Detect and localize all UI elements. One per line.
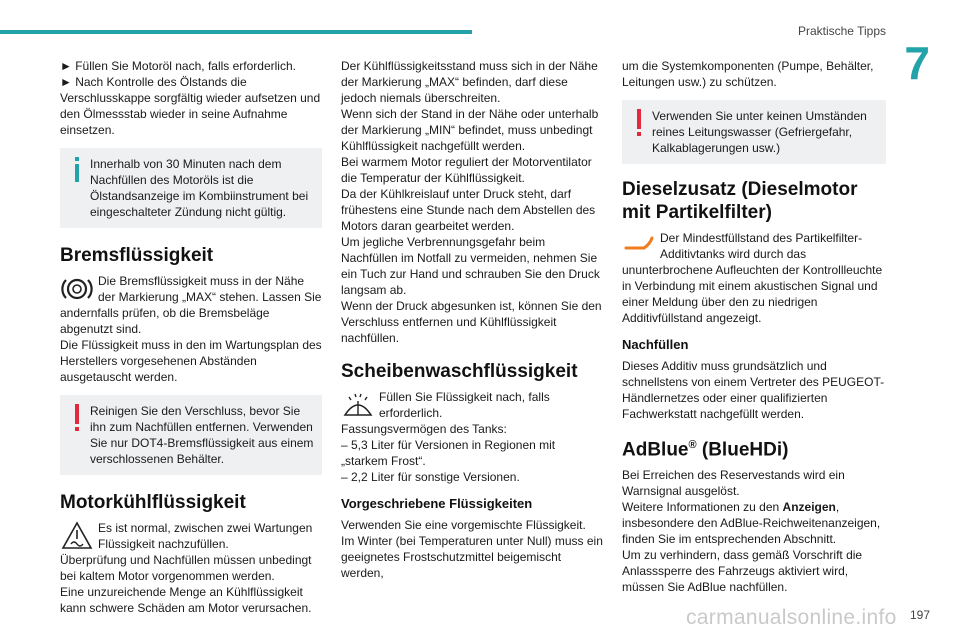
warning-box-text: Reinigen Sie den Verschluss, bevor Sie ihn zum Nachfüllen entfernen. Verwenden Sie nur DOT4-Bremsflüssigkeit aus einem verschlossenen Behälter. xyxy=(90,404,314,466)
adblue-text-2-end: , insbesondere den AdBlue-Reichweitenanzeigen, finden Sie im entsprechenden Abschnitt. xyxy=(622,500,881,547)
coolant-paragraph xyxy=(60,520,322,552)
warning-box-text-2: Verwenden Sie unter keinen Umständen reines Leitungswasser (Gefriergefahr, Kalkablagerungen usw.) xyxy=(652,109,867,155)
oil-refill-steps: ► Füllen Sie Motoröl nach, falls erforderlich. ► Nach Kontrolle des Ölstands die Verschlusskappe sorgfältig wieder aufsetzen und den Ölmessstab wieder in seine Aufnahme einsetzen. xyxy=(60,59,321,137)
adblue-text-1: Bei Erreichen des Reservestands wird ein Warnsignal ausgelöst. xyxy=(622,468,845,499)
heading-washer-fluid: Scheibenwaschflüssigkeit xyxy=(341,361,578,382)
page-number: 197 xyxy=(909,608,930,622)
info-box-text: Innerhalb von 30 Minuten nach dem Nachfüllen des Motoröls ist die Ölstandsanzeige im Kombiinstrument bei eingeschalteter Zündung nicht gültig. xyxy=(90,157,309,219)
coolant-level-text: Der Kühlflüssigkeitsstand muss sich in der Nähe der Markierung „MAX“ befinden, darf diese jedoch niemals überschreiten. Wenn sich der Stand in der Nähe oder unterhalb der Markierung „MIN“ befindet, muss unbedingt Kühlflüssigkeit nachgefüllt werden. Bei warmem Motor reguliert der Motorventilator die Temperatur der Kühlflüssigkeit. Da der Kühlkreislauf unter Druck steht, darf frühestens eine Stunde nach dem Abstellen des Motors daran gearbeitet werden. Um jegliche Verbrennungsgefahr beim Nachfüllen im Notfall zu vermeiden, nehmen Sie ein Tuch zur Hand und schrauben Sie den Druck langsam ab. Wenn der Druck abgesunken ist, können Sie den Verschluss entfernen und Kühlflüssigkeit nachfüllen. xyxy=(341,59,602,345)
washer-capacity-text: Fassungsvermögen des Tanks: – 5,3 Liter für Versionen in Regionen mit „starkem Frost“. – 2,2 Liter für sonstige Versionen. xyxy=(341,422,556,484)
brake-fluid-paragraph xyxy=(60,273,322,337)
washer-fluid-icon xyxy=(341,389,375,421)
washer-text: Füllen Sie Flüssigkeit nach, falls erforderlich. xyxy=(379,390,550,420)
heading-coolant: Motorkühlflüssigkeit xyxy=(60,492,246,513)
info-box xyxy=(60,148,322,228)
registered-mark: ® xyxy=(688,439,697,451)
refill-text: Dieses Additiv muss grundsätzlich und schnellstens von einem Vertreter des PEUGEOT-Händlernetzes oder einer qualifizierten Fachwerkstatt nachgefüllt werden. xyxy=(622,359,885,421)
heading-specified-fluids: Vorgeschriebene Flüssigkeiten xyxy=(341,496,533,511)
column-2 xyxy=(341,58,603,581)
heading-adblue-suffix: (BlueHDi) xyxy=(696,439,789,461)
warning-exclamation-icon xyxy=(630,108,650,138)
column-3 xyxy=(622,58,886,595)
heading-diesel-additive: Dieselzusatz (Dieselmotor mit Partikelfilter) xyxy=(622,179,858,223)
column-1 xyxy=(60,58,322,616)
adblue-text-2 xyxy=(622,499,886,547)
heading-refill: Nachfüllen xyxy=(622,337,689,352)
heading-brake-fluid: Bremsflüssigkeit xyxy=(60,245,214,266)
header-accent-bar xyxy=(0,30,472,34)
section-title: Praktische Tipps xyxy=(797,24,886,38)
info-icon xyxy=(68,156,88,186)
additive-warning-icon xyxy=(622,230,656,262)
chapter-number: 7 xyxy=(904,37,930,89)
watermark: carmanualsonline.info xyxy=(686,606,897,629)
coolant-text: Es ist normal, zwischen zwei Wartungen Flüssigkeit nachzufüllen. xyxy=(98,521,313,551)
washer-paragraph xyxy=(341,389,603,421)
warning-box xyxy=(60,395,322,475)
caution-triangle-icon xyxy=(60,520,94,552)
brake-fluid-text-2: Die Flüssigkeit muss in den im Wartungsplan des Herstellers vorgesehenen Abständen ausgetauscht werden. xyxy=(60,338,322,384)
diesel-paragraph xyxy=(622,230,886,326)
brake-fluid-text: Die Bremsflüssigkeit muss in der Nähe der Markierung „MAX“ stehen. Lassen Sie andernfalls prüfen, ob die Bremsbeläge abgenutzt sind. xyxy=(60,274,322,336)
adblue-text-3: Um zu verhindern, dass gemäß Vorschrift die Anlasssperre des Fahrzeugs aktiviert wird, müssen Sie AdBlue nachfüllen. xyxy=(622,548,863,595)
warning-exclamation-icon xyxy=(68,403,88,433)
adblue-text-2-start: Weitere Informationen zu den xyxy=(622,500,783,515)
component-protection-text: um die Systemkomponenten (Pumpe, Behälter, Leitungen usw.) zu schützen. xyxy=(622,59,874,89)
coolant-text-2: Überprüfung und Nachfüllen müssen unbedingt bei kaltem Motor vorgenommen werden. Eine unzureichende Menge an Kühlflüssigkeit kann schwere Schäden am Motor verursachen. xyxy=(60,553,312,615)
diesel-text: Der Mindestfüllstand des Partikelfilter-Additivtanks wird durch das ununterbrochene Aufleuchten der Kontrollleuchte in Verbindung mit einem akustischen Signal und einer Meldung über den zu niedrigen Additivfüllstand angezeigt. xyxy=(622,231,883,325)
brake-warning-icon xyxy=(60,273,94,305)
warning-box-2 xyxy=(622,100,886,164)
specified-fluids-text: Verwenden Sie eine vorgemischte Flüssigkeit. Im Winter (bei Temperaturen unter Null) muss ein geeignetes Frostschutzmittel beigemischt werden, xyxy=(341,518,603,580)
displays-link-text: Anzeigen xyxy=(782,500,836,515)
heading-adblue xyxy=(622,434,886,461)
heading-adblue-name: AdBlue xyxy=(622,439,689,461)
